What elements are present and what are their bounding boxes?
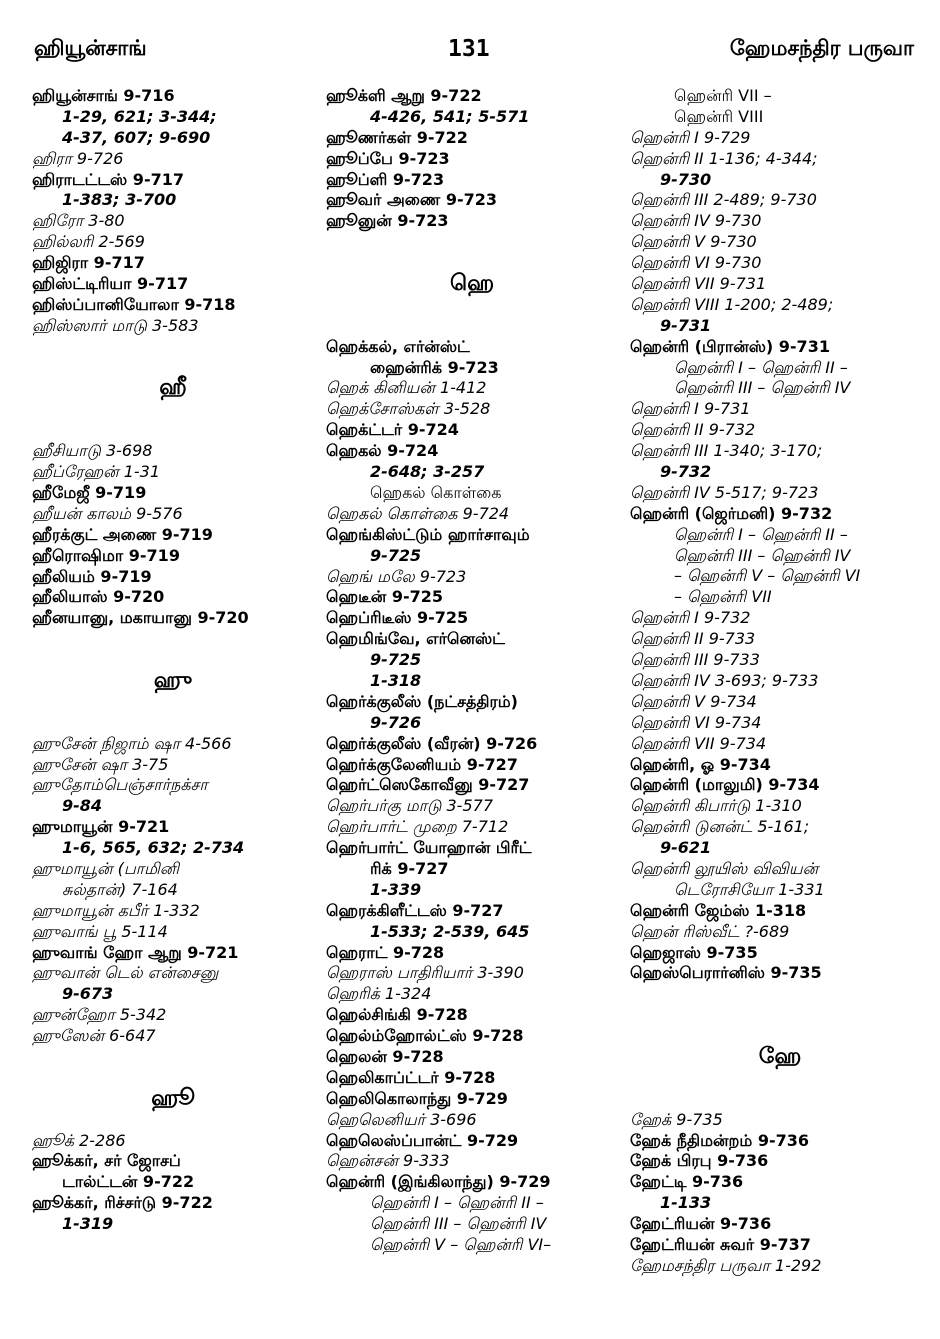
- index-entry: ஹெஸ்பெரார்னிஸ் 9-735: [630, 963, 822, 983]
- index-entry: ஹீப்ரேஹன் 1-31: [32, 462, 161, 482]
- index-entry: ஹெஜாஸ் 9-735: [630, 942, 758, 962]
- section-heading: ஹு: [153, 667, 193, 693]
- index-entry: ஹெரிக் 1-324: [326, 984, 432, 1004]
- index-entry: ஹென்ரி I – ஹென்ரி II –: [370, 1193, 544, 1213]
- index-column-1: [32, 86, 314, 1235]
- index-entry: ஹென்ரி ஜேம்ஸ் 1-318: [630, 900, 807, 920]
- index-entry: ஹேட்ரியன் 9-736: [630, 1214, 772, 1234]
- index-entry: ஹுமாயூன் (பாமினி: [32, 858, 180, 878]
- index-entry: ஹென்ரி VIII 1-200; 2-489;: [630, 294, 834, 314]
- index-entry: ஹீசியாடு 3-698: [32, 441, 153, 461]
- index-entry: 9-726: [370, 712, 422, 732]
- index-entry: ஹிஸ்ஸார் மாடு 3-583: [32, 315, 199, 335]
- spacer: [32, 337, 314, 358]
- index-entry: ஹூக்ளி ஆறு 9-722: [326, 86, 482, 105]
- index-entry: ஹீனயானு, மகாயானு 9-720: [32, 608, 249, 628]
- index-entry: ஹெர்பர்கு மாடு 3-577: [326, 796, 493, 816]
- index-entry: ஹேமசந்திர பருவா 1-292: [630, 1255, 822, 1275]
- section-heading: ஹெ: [449, 271, 495, 297]
- index-entry: 9-732: [660, 462, 712, 482]
- index-entry: ஹென் ரிஸ்வீட் ?-689: [630, 921, 790, 941]
- index-entry: ஹென்ரி VI 9-730: [630, 253, 762, 273]
- index-entry: 9-725: [370, 650, 422, 670]
- index-entry: ஹென்ரி V – ஹென்ரி VI–: [370, 1235, 552, 1254]
- index-entry: ஹுவாங் பூ 5-114: [32, 921, 168, 941]
- index-entry: ஹென்ரி I 9-731: [630, 399, 751, 419]
- index-entry: ஹெப்ரிடீஸ் 9-725: [326, 608, 469, 628]
- index-entry: ஹுசேன் நிஜாம் ஷா 4-566: [32, 733, 232, 753]
- spacer: [630, 1089, 930, 1110]
- index-entry: ஹென்ரி I – ஹென்ரி II –: [674, 357, 848, 377]
- index-entry: ஹெர்பார்ட் முறை 7-712: [326, 817, 509, 837]
- index-entry: ஹெகல் கொள்கை 9-724: [326, 503, 510, 523]
- index-entry: ஹெலன் 9-728: [326, 1046, 444, 1066]
- index-entry: ஹென்ரி VIII: [674, 106, 764, 126]
- index-entry: ஹெராட் 9-728: [326, 942, 445, 962]
- index-entry: 9-730: [660, 169, 712, 189]
- index-entry: ஹெர்பார்ட் யோஹான் பிரீட்: [326, 838, 532, 858]
- spacer: [630, 1068, 930, 1089]
- index-entry: – ஹென்ரி V – ஹென்ரி VI: [674, 566, 861, 586]
- index-entry: ஹென்ரி லூயிஸ் விவியன்: [630, 858, 819, 878]
- index-entry: ஹென்ரி II 9-732: [630, 420, 756, 440]
- index-entry: 1-533; 2-539, 645: [370, 921, 530, 941]
- index-entry: ஹெங் மலே 9-723: [326, 566, 467, 586]
- index-entry: ஹெராஸ் பாதிரியார் 3-390: [326, 963, 524, 983]
- index-entry: ஹென்ரி III – ஹென்ரி IV: [674, 545, 851, 565]
- running-head-right: ஹேமசந்திர பருவா: [729, 36, 914, 60]
- spacer: [32, 420, 314, 441]
- index-entry: ஹென்ரி V 9-730: [630, 232, 757, 252]
- index-entry: ஹென்ரி IV 3-693; 9-733: [630, 670, 819, 690]
- index-entry: ஹெங்கிஸ்ட்டும் ஹார்சாவும்: [326, 524, 530, 544]
- index-entry: ஹெடீன் 9-725: [326, 587, 444, 607]
- index-entry: 9-731: [660, 315, 712, 335]
- index-entry: ஹென்ரி (இங்கிலாந்து) 9-729: [326, 1172, 551, 1192]
- index-entry: டால்ட்டன் 9-722: [62, 1172, 195, 1192]
- index-column-3: [630, 86, 930, 1277]
- index-entry: ஹெர்ட்ஸெகோவீனு 9-727: [326, 775, 530, 795]
- index-entry: ஹூக்கர், சர் ஜோசப்: [32, 1151, 181, 1171]
- index-entry: சுல்தான்) 7-164: [62, 879, 178, 899]
- index-entry: ஹெலெனியர் 3-696: [326, 1109, 477, 1129]
- index-entry: ஹூவர் அணை 9-723: [326, 190, 497, 210]
- index-entry: ஹுன்ஹோ 5-342: [32, 1005, 167, 1025]
- index-entry: ஹென்ரி (ஜெர்மனி) 9-732: [630, 503, 833, 523]
- index-entry: ஹுஸேன் 6-647: [32, 1026, 156, 1046]
- index-entry: 9-621: [660, 838, 712, 858]
- index-entry: ஹென்ரி (பிரான்ஸ்) 9-731: [630, 336, 830, 356]
- spacer: [32, 399, 314, 420]
- index-entry: ஹிராடட்டஸ் 9-717: [32, 169, 184, 189]
- index-entry: ஹென்ரி டுனன்ட் 5-161;: [630, 817, 810, 837]
- index-entry: 1-29, 621; 3-344;: [62, 106, 217, 126]
- index-entry: ஹிஜிரா 9-717: [32, 253, 145, 273]
- index-entry: ஹெல்சிங்கி 9-728: [326, 1005, 468, 1025]
- index-entry: டெரோசியோ 1-331: [674, 879, 825, 899]
- spacer: [32, 713, 314, 734]
- section-heading: ஹீ: [159, 375, 187, 401]
- index-entry: ஹெலிகாப்ட்டர் 9-728: [326, 1067, 496, 1087]
- index-entry: ஹென்சன் 9-333: [326, 1151, 450, 1171]
- index-entry: ஹீரக்குட் அணை 9-719: [32, 524, 213, 544]
- index-entry: 1-383; 3-700: [62, 190, 177, 210]
- index-entry: ஹேக் 9-735: [630, 1109, 723, 1129]
- index-entry: ஹுவான் டெல் என்சைனு: [32, 963, 219, 983]
- index-entry: ஹென்ரி VI 9-734: [630, 712, 762, 732]
- spacer: [630, 1005, 930, 1026]
- index-entry: ஹென்ரி IV 9-730: [630, 211, 762, 231]
- index-column-2: [326, 86, 618, 1256]
- spacer: [630, 984, 930, 1005]
- index-entry: ஹூப்பே 9-723: [326, 148, 450, 168]
- index-entry: ஹெல்ம்ஹோல்ட்ஸ் 9-728: [326, 1026, 524, 1046]
- index-entry: ஹென்ரி I 9-732: [630, 608, 751, 628]
- index-entry: ஹிஸ்ட்டிரியா 9-717: [32, 274, 189, 294]
- index-entry: – ஹென்ரி VII: [674, 587, 772, 607]
- index-entry: ஹுமாயூன் கபீர் 1-332: [32, 900, 200, 920]
- index-entry: ஹுமாயூன் 9-721: [32, 817, 170, 837]
- index-entry: ஹெக்கல், எர்ன்ஸ்ட்: [326, 336, 470, 356]
- index-entry: ஹீயன் காலம் 9-576: [32, 503, 183, 523]
- index-entry: ஹென்ரி III 2-489; 9-730: [630, 190, 817, 210]
- index-entry: ஹென்ரி VII 9-731: [630, 274, 767, 294]
- spacer: [326, 295, 618, 316]
- index-entry: ஹிரோ 3-80: [32, 211, 125, 231]
- index-entry: ஹென்ரி III – ஹென்ரி IV: [370, 1214, 547, 1234]
- index-entry: ஹில்லரி 2-569: [32, 232, 145, 252]
- index-entry: ரிக் 9-727: [370, 858, 449, 878]
- index-entry: ஹென்ரி II 1-136; 4-344;: [630, 148, 818, 168]
- index-entry: ஹைன்ரிக் 9-723: [370, 357, 499, 377]
- index-entry: ஹென்ரி III 1-340; 3-170;: [630, 441, 823, 461]
- index-entry: ஹூக்கர், ரிச்சர்டு 9-722: [32, 1193, 213, 1213]
- index-entry: ஹெலிகொலாந்து 9-729: [326, 1088, 508, 1108]
- index-entry: ஹேட்டி 9-736: [630, 1172, 744, 1192]
- index-entry: ஹெகல் கொள்கை: [370, 482, 502, 502]
- index-entry: ஹேட்ரியன் சுவர் 9-737: [630, 1235, 811, 1254]
- spacer: [32, 692, 314, 713]
- index-entry: ஹென்ரி VII –: [674, 86, 772, 105]
- index-entry: ஹேக் நீதிமன்றம் 9-736: [630, 1130, 810, 1150]
- index-entry: ஹூப்ளி 9-723: [326, 169, 445, 189]
- index-entry: ஹுசேன் ஷா 3-75: [32, 754, 169, 774]
- index-entry: ஹெக் கினியன் 1-412: [326, 378, 487, 398]
- index-entry: ஹேக் பிரபு 9-736: [630, 1151, 769, 1171]
- index-entry: ஹூக் 2-286: [32, 1130, 126, 1150]
- index-entry: ஹெலெஸ்ப்பான்ட் 9-729: [326, 1130, 519, 1150]
- index-entry: ஹென்ரி VII 9-734: [630, 733, 767, 753]
- index-entry: 4-37, 607; 9-690: [62, 127, 211, 147]
- index-entry: ஹிரா 9-726: [32, 148, 124, 168]
- index-entry: ஹீரொஷிமா 9-719: [32, 545, 180, 565]
- index-entry: ஹென்ரி IV 5-517; 9-723: [630, 482, 819, 502]
- index-entry: 1-133: [660, 1193, 712, 1213]
- index-entry: ஹென்ரி III – ஹென்ரி IV: [674, 378, 851, 398]
- spacer: [32, 1047, 314, 1068]
- page-number: 131: [448, 36, 490, 62]
- index-entry: 1-319: [62, 1214, 114, 1234]
- index-entry: ஹென்ரி, ஓ 9-734: [630, 754, 771, 774]
- spacer: [326, 316, 618, 337]
- index-entry: ஹென்ரி I – ஹென்ரி II –: [674, 524, 848, 544]
- index-entry: ஹுதோம்பெஞ்சார்நக்சா: [32, 775, 208, 795]
- index-entry: 9-84: [62, 796, 103, 816]
- index-entry: ஹூணர்கள் 9-722: [326, 127, 468, 147]
- index-entry: ஹெகல் 9-724: [326, 441, 439, 461]
- index-entry: 4-426, 541; 5-571: [370, 106, 530, 126]
- index-entry: ஹென்ரி III 9-733: [630, 650, 760, 670]
- page-header: [0, 0, 940, 80]
- index-entry: 9-673: [62, 984, 114, 1004]
- index-entry: ஹெர்க்குலீஸ் (நட்சத்திரம்): [326, 691, 518, 711]
- index-entry: ஹீலியாஸ் 9-720: [32, 587, 165, 607]
- index-entry: 1-6, 565, 632; 2-734: [62, 838, 245, 858]
- index-entry: ஹென்ரி I 9-729: [630, 127, 751, 147]
- index-entry: ஹூனுன் 9-723: [326, 211, 449, 231]
- index-entry: ஹெக்சோஸ்கள் 3-528: [326, 399, 491, 419]
- index-entry: 2-648; 3-257: [370, 462, 485, 482]
- spacer: [32, 629, 314, 650]
- index-entry: ஹியூன்சாங் 9-716: [32, 86, 175, 105]
- index-entry: ஹுவாங் ஹோ ஆறு 9-721: [32, 942, 239, 962]
- spacer: [32, 1110, 314, 1131]
- index-entry: ஹீலியம் 9-719: [32, 566, 152, 586]
- index-entry: 9-725: [370, 545, 422, 565]
- index-entry: ஹென்ரி V 9-734: [630, 691, 757, 711]
- index-entry: ஹெக்ட்டர் 9-724: [326, 420, 459, 440]
- index-entry: 1-339: [370, 879, 422, 899]
- index-entry: ஹெரக்கிளீட்டஸ் 9-727: [326, 900, 504, 920]
- section-heading: ஹே: [758, 1043, 802, 1069]
- spacer: [326, 232, 618, 253]
- index-entry: ஹெர்க்குலீஸ் (வீரன்) 9-726: [326, 733, 538, 753]
- index-entry: ஹீமேஜீ 9-719: [32, 482, 147, 502]
- index-entry: 1-318: [370, 670, 422, 690]
- index-entry: ஹென்ரி II 9-733: [630, 629, 756, 649]
- index-entry: ஹெர்க்குலேனியம் 9-727: [326, 754, 518, 774]
- running-head-left: ஹியூன்சாங்: [34, 36, 147, 60]
- index-entry: ஹென்ரி கிபார்டு 1-310: [630, 796, 802, 816]
- section-heading: ஹூ: [151, 1085, 195, 1111]
- index-entry: ஹிஸ்ப்பானியோலா 9-718: [32, 294, 236, 314]
- index-entry: ஹென்ரி (மாலுமி) 9-734: [630, 775, 820, 795]
- index-entry: ஹெமிங்வே, எர்னெஸ்ட்: [326, 629, 505, 649]
